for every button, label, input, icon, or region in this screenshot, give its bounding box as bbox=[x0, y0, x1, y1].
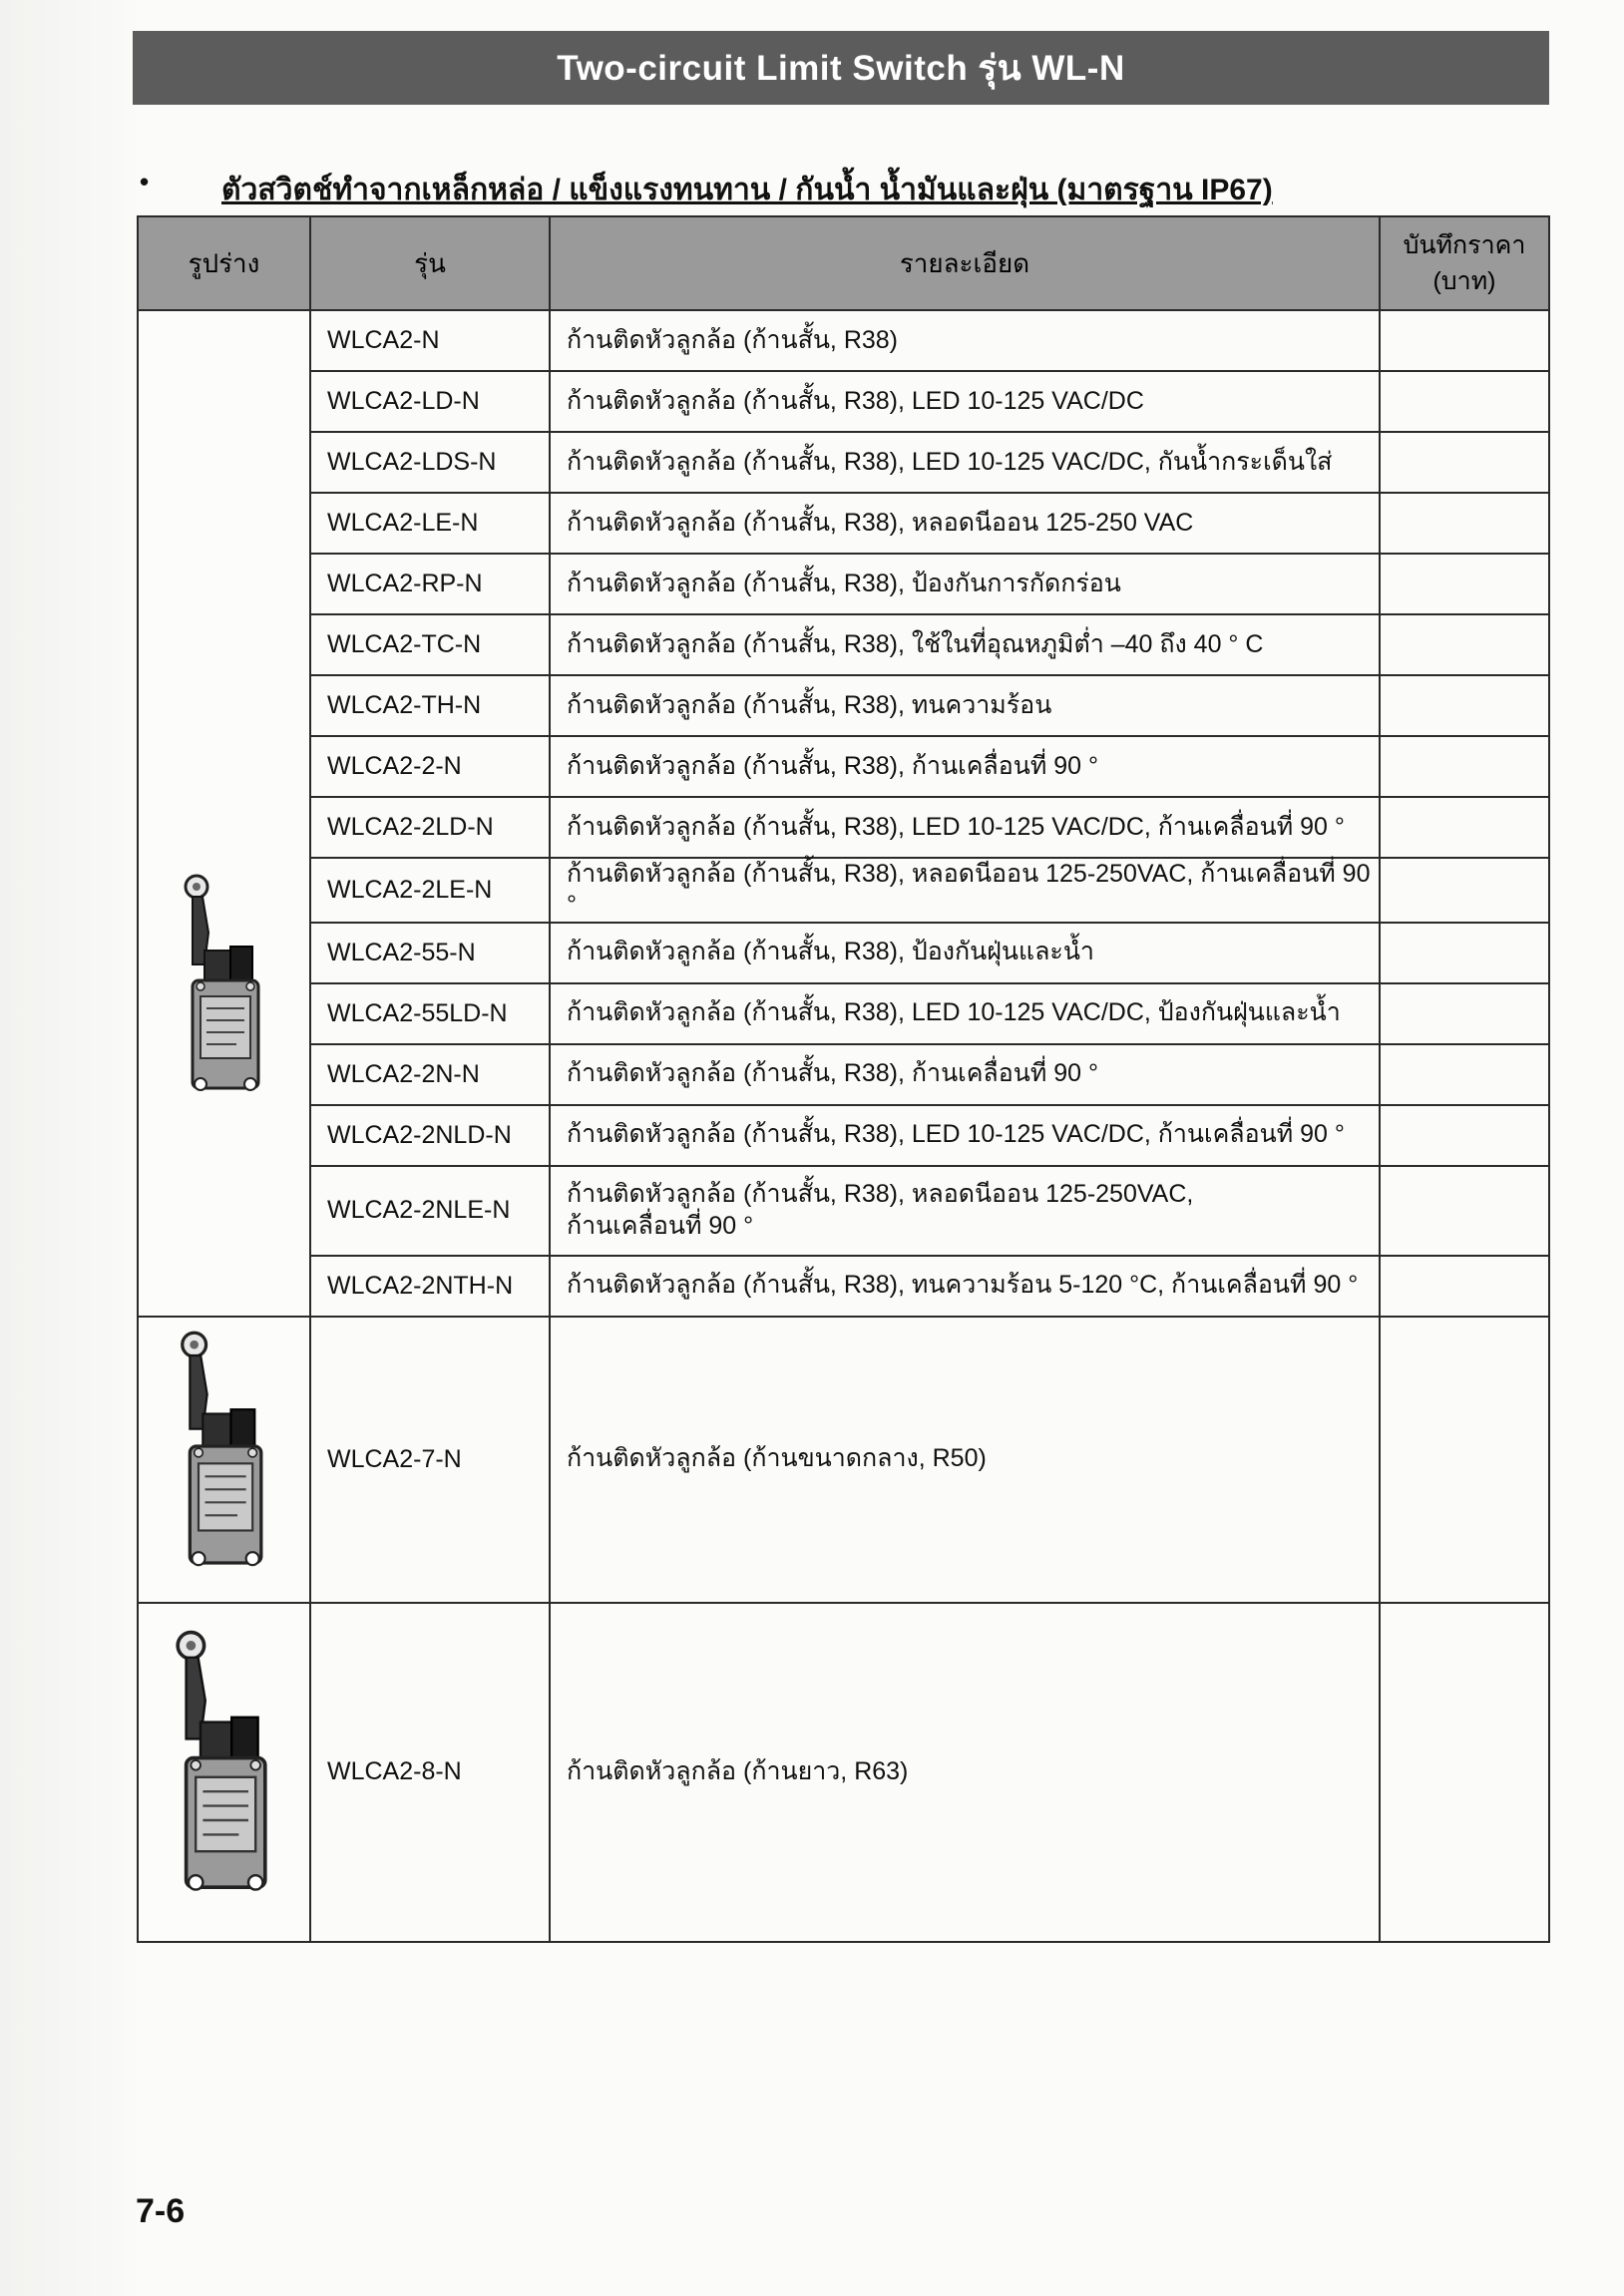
description-line: ก้านติดหัวลูกล้อ (ก้านสั้น, R38), LED 10-125 VAC/DC, กันน้ำกระเด็นใส่ bbox=[567, 447, 1333, 476]
model-cell: WLCA2-RP-N bbox=[310, 554, 550, 614]
model-cell: WLCA2-TH-N bbox=[310, 675, 550, 736]
table-row bbox=[138, 1603, 1549, 1942]
description-cell bbox=[550, 923, 1380, 983]
price-entry-cell[interactable] bbox=[1380, 675, 1549, 736]
price-entry-cell[interactable] bbox=[1380, 1603, 1549, 1942]
description-line: ก้านติดหัวลูกล้อ (ก้านสั้น, R38), ใช้ในที่อุณหภูมิต่ำ –40 ถึง 40 ° C bbox=[567, 629, 1264, 658]
description-cell bbox=[550, 983, 1380, 1044]
model-cell: WLCA2-7-N bbox=[310, 1317, 550, 1603]
description-cell bbox=[550, 432, 1380, 493]
price-entry-cell[interactable] bbox=[1380, 371, 1549, 432]
description-line: ก้านติดหัวลูกล้อ (ก้านสั้น, R38), หลอดนีออน 125-250VAC, ก้านเคลื่อนที่ 90 ° bbox=[567, 860, 1371, 920]
page-number: 7-6 bbox=[136, 2192, 186, 2230]
price-entry-cell[interactable] bbox=[1380, 858, 1549, 923]
description-line: ก้านติดหัวลูกล้อ (ก้านสั้น, R38), ป้องกันฝุ่นและน้ำ bbox=[567, 938, 1094, 966]
table-row bbox=[138, 1317, 1549, 1603]
description-line: ก้านติดหัวลูกล้อ (ก้านสั้น, R38), หลอดนีออน 125-250VAC, bbox=[567, 1180, 1194, 1209]
model-cell: WLCA2-8-N bbox=[310, 1603, 550, 1942]
model-cell: WLCA2-LD-N bbox=[310, 371, 550, 432]
roller-lever-limit-switch-short-icon bbox=[139, 863, 309, 1122]
page-title bbox=[133, 31, 1549, 105]
description-line: ก้านติดหัวลูกล้อ (ก้านสั้น, R38), LED 10-125 VAC/DC, ป้องกันฝุ่นและน้ำ bbox=[567, 998, 1341, 1027]
model-cell: WLCA2-2N-N bbox=[310, 1044, 550, 1105]
description-cell bbox=[550, 1603, 1380, 1942]
model-cell: WLCA2-2NLE-N bbox=[310, 1166, 550, 1256]
description-line: ก้านติดหัวลูกล้อ (ก้านสั้น, R38), ป้องกันการกัดกร่อน bbox=[567, 569, 1121, 597]
table-row bbox=[138, 1256, 1549, 1317]
description-line: ก้านติดหัวลูกล้อ (ก้านสั้น, R38) bbox=[567, 325, 899, 354]
table-row bbox=[138, 432, 1549, 493]
table-row bbox=[138, 983, 1549, 1044]
price-entry-cell[interactable] bbox=[1380, 983, 1549, 1044]
description-line: ก้านติดหัวลูกล้อ (ก้านสั้น, R38), ทนความร้อน 5-120 °C, ก้านเคลื่อนที่ 90 ° bbox=[567, 1271, 1359, 1300]
price-entry-cell[interactable] bbox=[1380, 797, 1549, 858]
table-row bbox=[138, 554, 1549, 614]
description-line: ก้านติดหัวลูกล้อ (ก้านสั้น, R38), LED 10-125 VAC/DC, ก้านเคลื่อนที่ 90 ° bbox=[567, 1120, 1345, 1149]
description-cell bbox=[550, 1166, 1380, 1256]
column-header-price bbox=[1380, 216, 1549, 310]
description-line: ก้านติดหัวลูกล้อ (ก้านสั้น, R38), LED 10-125 VAC/DC, ก้านเคลื่อนที่ 90 ° bbox=[567, 812, 1345, 841]
description-line: ก้านติดหัวลูกล้อ (ก้านสั้น, R38), หลอดนีออน 125-250 VAC bbox=[567, 508, 1194, 537]
table-row bbox=[138, 371, 1549, 432]
price-entry-cell[interactable] bbox=[1380, 1105, 1549, 1166]
column-header-description: รายละเอียด bbox=[550, 216, 1380, 310]
model-cell: WLCA2-2-N bbox=[310, 736, 550, 797]
description-cell bbox=[550, 554, 1380, 614]
table-header-row bbox=[138, 216, 1549, 310]
column-header-model: รุ่น bbox=[310, 216, 550, 310]
roller-lever-limit-switch-medium-icon bbox=[139, 1330, 309, 1589]
description-line: ก้านติดหัวลูกล้อ (ก้านสั้น, R38), LED 10-125 VAC/DC bbox=[567, 386, 1144, 415]
price-entry-cell[interactable] bbox=[1380, 493, 1549, 554]
column-header-price-line2: (บาท) bbox=[1432, 267, 1496, 295]
price-entry-cell[interactable] bbox=[1380, 1256, 1549, 1317]
description-cell bbox=[550, 371, 1380, 432]
model-cell: WLCA2-LDS-N bbox=[310, 432, 550, 493]
description-cell bbox=[550, 1317, 1380, 1603]
table-row bbox=[138, 310, 1549, 371]
model-cell: WLCA2-2LE-N bbox=[310, 858, 550, 923]
table-row bbox=[138, 858, 1549, 923]
model-cell: WLCA2-55LD-N bbox=[310, 983, 550, 1044]
description-line: ก้านติดหัวลูกล้อ (ก้านสั้น, R38), ก้านเคลื่อนที่ 90 ° bbox=[567, 1059, 1099, 1088]
description-line: ก้านติดหัวลูกล้อ (ก้านสั้น, R38), ก้านเคลื่อนที่ 90 ° bbox=[567, 751, 1099, 780]
table-row bbox=[138, 797, 1549, 858]
table-row bbox=[138, 736, 1549, 797]
description-cell bbox=[550, 493, 1380, 554]
price-entry-cell[interactable] bbox=[1380, 1317, 1549, 1603]
price-entry-cell[interactable] bbox=[1380, 310, 1549, 371]
page-margin-shade bbox=[0, 0, 135, 2296]
model-cell: WLCA2-N bbox=[310, 310, 550, 371]
price-entry-cell[interactable] bbox=[1380, 554, 1549, 614]
table-row bbox=[138, 1044, 1549, 1105]
description-cell bbox=[550, 1256, 1380, 1317]
column-header-shape: รูปร่าง bbox=[138, 216, 310, 310]
description-cell bbox=[550, 614, 1380, 675]
description-line-2: ก้านเคลื่อนที่ 90 ° bbox=[567, 1211, 754, 1240]
roller-lever-limit-switch-long-icon bbox=[139, 1623, 309, 1922]
model-cell: WLCA2-2NTH-N bbox=[310, 1256, 550, 1317]
table-row bbox=[138, 1166, 1549, 1256]
price-entry-cell[interactable] bbox=[1380, 736, 1549, 797]
price-entry-cell[interactable] bbox=[1380, 923, 1549, 983]
description-line: ก้านติดหัวลูกล้อ (ก้านยาว, R63) bbox=[567, 1756, 909, 1785]
description-cell bbox=[550, 797, 1380, 858]
product-image-cell bbox=[138, 310, 310, 1317]
model-cell: WLCA2-LE-N bbox=[310, 493, 550, 554]
price-entry-cell[interactable] bbox=[1380, 614, 1549, 675]
price-entry-cell[interactable] bbox=[1380, 1044, 1549, 1105]
description-cell bbox=[550, 675, 1380, 736]
table-row bbox=[138, 614, 1549, 675]
table-row bbox=[138, 493, 1549, 554]
description-line: ก้านติดหัวลูกล้อ (ก้านสั้น, R38), ทนความร้อน bbox=[567, 690, 1052, 719]
column-header-price-line1: บันทึกราคา bbox=[1403, 230, 1526, 259]
price-entry-cell[interactable] bbox=[1380, 432, 1549, 493]
description-cell bbox=[550, 736, 1380, 797]
description-cell bbox=[550, 858, 1380, 923]
section-subtitle-text: ตัวสวิตช์ทำจากเหล็กหล่อ / แข็งแรงทนทาน / กันน้ำ น้ำมันและฝุ่น (มาตรฐาน IP67) bbox=[221, 174, 1273, 206]
description-cell bbox=[550, 1105, 1380, 1166]
description-cell bbox=[550, 310, 1380, 371]
description-cell bbox=[550, 1044, 1380, 1105]
page-title-text: Two-circuit Limit Switch รุ่น WL-N bbox=[557, 48, 1125, 88]
model-cell: WLCA2-2LD-N bbox=[310, 797, 550, 858]
table-row bbox=[138, 923, 1549, 983]
bullet-icon: • bbox=[140, 167, 150, 196]
description-line: ก้านติดหัวลูกล้อ (ก้านขนาดกลาง, R50) bbox=[567, 1444, 987, 1473]
price-entry-cell[interactable] bbox=[1380, 1166, 1549, 1256]
product-table bbox=[137, 215, 1550, 1943]
model-cell: WLCA2-2NLD-N bbox=[310, 1105, 550, 1166]
product-image-cell bbox=[138, 1317, 310, 1603]
product-image-cell bbox=[138, 1603, 310, 1942]
table-row bbox=[138, 675, 1549, 736]
table-row bbox=[138, 1105, 1549, 1166]
model-cell: WLCA2-55-N bbox=[310, 923, 550, 983]
model-cell: WLCA2-TC-N bbox=[310, 614, 550, 675]
